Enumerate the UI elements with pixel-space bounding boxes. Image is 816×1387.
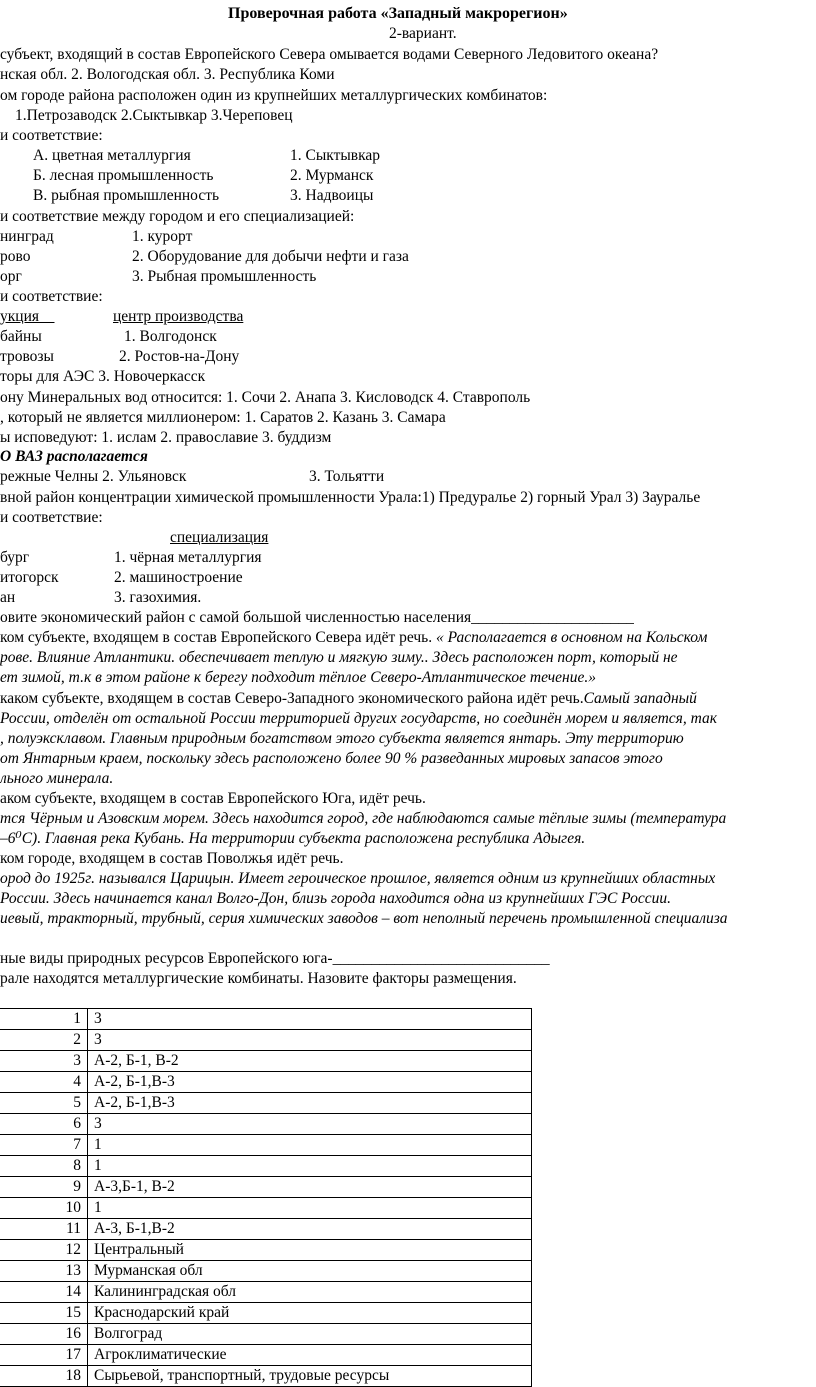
q2-options: 1.Петрозаводск 2.Сыктывкар 3.Череповец — [15, 107, 293, 124]
q4-spec-2: 2. Оборудование для добычи нефти и газа — [132, 248, 409, 265]
q3-text: и соответствие: — [0, 127, 103, 144]
answer-row — [0, 1030, 532, 1051]
answer-number: 14 — [0, 1282, 88, 1303]
answer-number: 5 — [0, 1093, 88, 1114]
page-title: Проверочная работа «Западный макрорегион» — [228, 5, 568, 22]
q11-city-2: итогорск — [0, 569, 59, 586]
q1-text: субъект, входящий в состав Европейского Севера омывается водами Северного Ледовитого океана? — [0, 46, 659, 63]
q7-text: , который не является миллионером: 1. Саратов 2. Казань 3. Самара — [0, 409, 446, 426]
answer-number: 8 — [0, 1156, 88, 1177]
q10-text: вной район концентрации химической промышленности Урала:1) Предуралье 2) горный Урал 3) Зауралье — [0, 489, 701, 506]
q5-product-2: тровозы — [0, 348, 54, 365]
answer-number: 15 — [0, 1303, 88, 1324]
answer-number: 6 — [0, 1114, 88, 1135]
answer-value: А-2, Б-1,В-3 — [88, 1093, 532, 1114]
q11-city-1: бург — [0, 549, 30, 566]
answer-row — [0, 1282, 532, 1303]
q9-option-3: 3. Тольятти — [309, 468, 385, 485]
q4-city-3: орг — [0, 268, 22, 285]
q5-center-1: 1. Волгодонск — [124, 328, 217, 345]
q4-spec-1: 1. курорт — [132, 228, 193, 245]
q11-col-spec: специализация — [170, 529, 269, 546]
q11-spec-2: 2. машиностроение — [114, 569, 243, 586]
answer-value: А-2, Б-1, В-2 — [88, 1051, 532, 1072]
q3-item-b: Б. лесная промышленность — [33, 167, 214, 184]
q4-text: и соответствие между городом и его специализацией: — [0, 208, 355, 225]
q17-text: ные виды природных ресурсов Европейского юга-____________________________ — [0, 950, 550, 967]
answer-number: 16 — [0, 1324, 88, 1345]
q16-text-4: иевый, тракторный, трубный, серия химических заводов – вот неполный перечень промышленной специализа — [0, 910, 728, 927]
answer-number: 7 — [0, 1135, 88, 1156]
q1-options: нская обл. 2. Вологодская обл. 3. Республика Коми — [0, 66, 335, 83]
q4-city-2: рово — [0, 248, 31, 265]
answer-number: 11 — [0, 1219, 88, 1240]
answer-row — [0, 1093, 532, 1114]
answer-value: Сырьевой, транспортный, трудовые ресурсы — [88, 1366, 532, 1387]
answer-number: 13 — [0, 1261, 88, 1282]
q16-text-3: России. Здесь начинается канал Волго-Дон, близь города находится одна из крупнейших ГЭС России. — [0, 890, 671, 907]
answer-value: 3 — [88, 1114, 532, 1135]
answer-table — [0, 1008, 532, 1387]
answer-value: Калининградская обл — [88, 1282, 532, 1303]
q9-options: режные Челны 2. Ульяновск — [0, 468, 187, 485]
answer-value: 3 — [88, 1009, 532, 1030]
answer-row — [0, 1366, 532, 1387]
answer-row — [0, 1009, 532, 1030]
answer-row — [0, 1261, 532, 1282]
answer-row — [0, 1324, 532, 1345]
q16-text: ком городе, входящем в состав Поволжья идёт речь. — [0, 850, 344, 867]
answer-row — [0, 1072, 532, 1093]
q13-text-2: рове. Влияние Атлантики. обеспечивает теплую и мягкую зиму.. Здесь расположен порт, который не — [0, 649, 678, 666]
q3-item-c: В. рыбная промышленность — [33, 187, 220, 204]
q11-text: и соответствие: — [0, 509, 103, 526]
answer-row — [0, 1219, 532, 1240]
answer-value: А-3,Б-1, В-2 — [88, 1177, 532, 1198]
answer-number: 10 — [0, 1198, 88, 1219]
answer-row — [0, 1240, 532, 1261]
q3-item-2: 2. Мурманск — [290, 167, 374, 184]
q18-text: рале находятся металлургические комбинаты. Назовите факторы размещения. — [0, 970, 517, 987]
q14-text: каком субъекте, входящем в состав Северо-Западного экономического района идёт речь.Самый западный — [0, 690, 697, 707]
q5-col-center: центр производства — [113, 308, 244, 325]
q6-text: ону Минеральных вод относится: 1. Сочи 2. Анапа 3. Кисловодск 4. Ставрополь — [0, 389, 531, 406]
q12-text: овите экономический район с самой большой численностью населения_____________________ — [0, 609, 634, 626]
q5-product-1: байны — [0, 328, 42, 345]
answer-row — [0, 1135, 532, 1156]
q16-text-2: ород до 1925г. назывался Царицын. Имеет героическое прошлое, является одним из крупнейших областных — [0, 870, 716, 887]
answer-row — [0, 1303, 532, 1324]
answer-value: А-2, Б-1,В-3 — [88, 1072, 532, 1093]
q4-city-1: нинград — [0, 228, 54, 245]
answer-value: А-3, Б-1,В-2 — [88, 1219, 532, 1240]
q11-spec-3: 3. газохимия. — [114, 589, 202, 606]
answer-number: 2 — [0, 1030, 88, 1051]
answer-row — [0, 1156, 532, 1177]
answer-row — [0, 1051, 532, 1072]
q5-text: и соответствие: — [0, 288, 103, 305]
answer-row — [0, 1345, 532, 1366]
answer-number: 18 — [0, 1366, 88, 1387]
answer-value: 1 — [88, 1156, 532, 1177]
answer-value: Краснодарский край — [88, 1303, 532, 1324]
q14-text-3: , полуэксклавом. Главным природным богатством этого субъекта является янтарь. Эту территорию — [0, 730, 684, 747]
q9-text: О ВАЗ располагается — [0, 448, 148, 465]
answer-value: Волгоград — [88, 1324, 532, 1345]
answer-number: 3 — [0, 1051, 88, 1072]
variant-label: 2-вариант. — [389, 25, 457, 42]
q4-spec-3: 3. Рыбная промышленность — [132, 268, 317, 285]
answer-value: 1 — [88, 1135, 532, 1156]
q13-text: ком субъекте, входящем в состав Европейского Севера идёт речь. « Располагается в основном на Кольском — [0, 629, 708, 646]
answer-value: 3 — [88, 1030, 532, 1051]
q3-item-3: 3. Надвоицы — [290, 187, 374, 204]
q3-item-a: А. цветная металлургия — [33, 147, 191, 164]
q14-text-4: от Янтарным краем, поскольку здесь расположено более 90 % разведанных мировых запасов этого — [0, 750, 663, 767]
answer-value: Мурманская обл — [88, 1261, 532, 1282]
q11-city-3: ан — [0, 589, 16, 606]
answer-value: Агроклиматические — [88, 1345, 532, 1366]
answer-number: 9 — [0, 1177, 88, 1198]
answer-value: 1 — [88, 1198, 532, 1219]
answer-number: 4 — [0, 1072, 88, 1093]
answer-number: 1 — [0, 1009, 88, 1030]
q13-text-3: ет зимой, т.к в этом районе к берегу подходит тёплое Северо-Атлантическое течение.» — [0, 669, 596, 686]
answer-number: 12 — [0, 1240, 88, 1261]
answer-row — [0, 1177, 532, 1198]
q11-spec-1: 1. чёрная металлургия — [114, 549, 262, 566]
q14-text-2: России, отделён от остальной России территорией других государств, но соединён морем и является, так — [0, 710, 718, 727]
q5-row-3: торы для АЭС 3. Новочеркасск — [0, 368, 206, 385]
q15-text: аком субъекте, входящем в состав Европейского Юга, идёт речь. — [0, 790, 426, 807]
answer-row — [0, 1198, 532, 1219]
q15-text-3: –6⁰С). Главная река Кубань. На территории субъекта расположена республика Адыгея. — [0, 830, 586, 847]
q5-col-product: укция — [0, 308, 39, 325]
q5-center-2: 2. Ростов-на-Дону — [119, 348, 240, 365]
answer-value: Центральный — [88, 1240, 532, 1261]
q3-item-1: 1. Сыктывкар — [290, 147, 381, 164]
answer-number: 17 — [0, 1345, 88, 1366]
q14-text-5: льного минерала. — [0, 770, 114, 787]
q15-text-2: тся Чёрным и Азовским морем. Здесь находится город, где наблюдаются самые тёплые зимы (температура — [0, 810, 727, 827]
answer-row — [0, 1114, 532, 1135]
q2-text: ом городе района расположен один из крупнейших металлургических комбинатов: — [0, 87, 548, 104]
q8-text: ы исповедуют: 1. ислам 2. православие 3. буддизм — [0, 429, 332, 446]
